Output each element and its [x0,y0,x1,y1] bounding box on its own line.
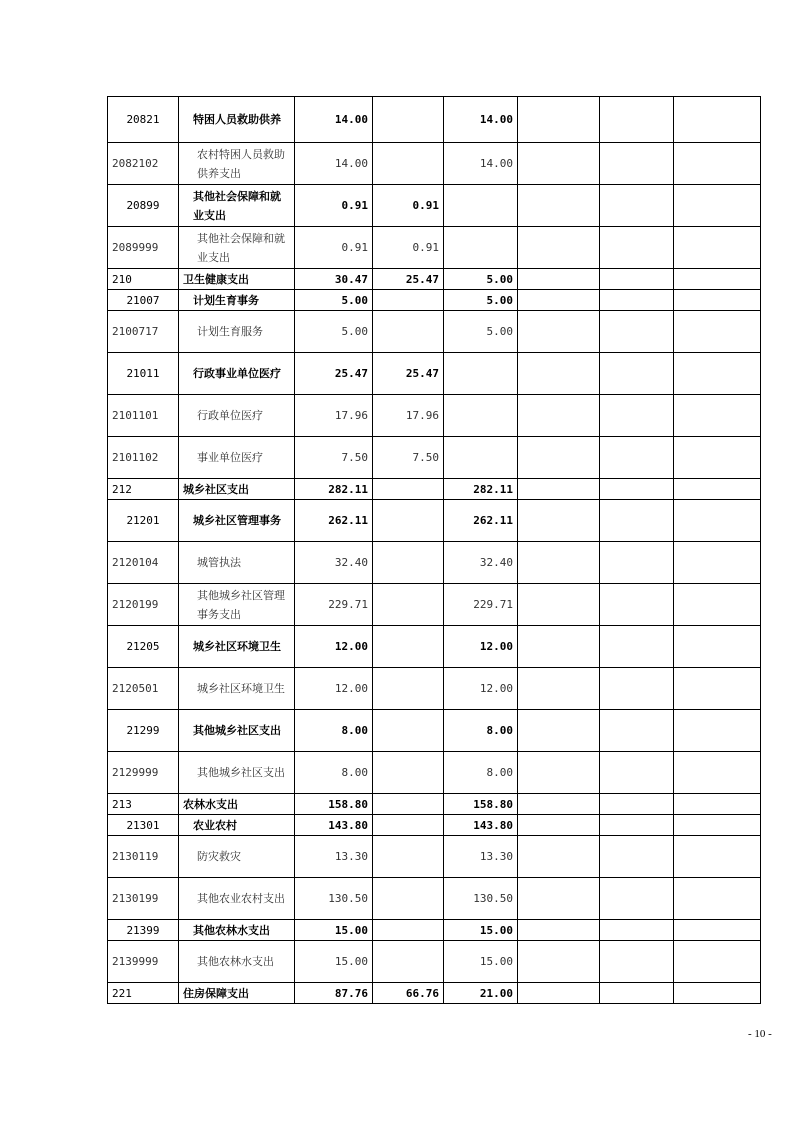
row-name: 其他农林水支出 [179,920,295,941]
row-code: 221 [108,983,179,1004]
row-basic-expenditure: 25.47 [373,269,444,290]
row-name: 城乡社区环境卫生 [179,668,295,710]
row-empty-cell [600,185,674,227]
row-basic-expenditure [373,794,444,815]
row-basic-expenditure: 66.76 [373,983,444,1004]
row-empty-cell [600,815,674,836]
table-row [108,542,761,584]
row-basic-expenditure [373,584,444,626]
row-total: 87.76 [295,983,373,1004]
row-empty-cell [518,920,600,941]
row-empty-cell [518,311,600,353]
row-project-expenditure: 262.11 [444,500,518,542]
row-empty-cell [600,794,674,815]
row-name: 其他城乡社区管理事务支出 [179,584,295,626]
row-code: 2129999 [108,752,179,794]
table-row [108,752,761,794]
row-total: 25.47 [295,353,373,395]
row-basic-expenditure [373,500,444,542]
table-row [108,269,761,290]
row-name: 城管执法 [179,542,295,584]
row-empty-cell [600,227,674,269]
row-empty-cell [674,185,761,227]
row-empty-cell [518,941,600,983]
row-empty-cell [674,815,761,836]
row-total: 14.00 [295,143,373,185]
table-row [108,941,761,983]
table-row [108,920,761,941]
row-empty-cell [518,626,600,668]
row-basic-expenditure [373,752,444,794]
row-code: 210 [108,269,179,290]
row-empty-cell [600,752,674,794]
row-code: 2120199 [108,584,179,626]
row-empty-cell [600,920,674,941]
row-name: 城乡社区支出 [179,479,295,500]
row-empty-cell [674,584,761,626]
table-row [108,794,761,815]
row-empty-cell [674,920,761,941]
row-empty-cell [600,97,674,143]
row-empty-cell [518,395,600,437]
page-number: - 10 - [748,1028,772,1040]
row-name: 农林水支出 [179,794,295,815]
row-empty-cell [674,500,761,542]
row-total: 14.00 [295,97,373,143]
row-empty-cell [674,878,761,920]
row-empty-cell [674,668,761,710]
row-name: 住房保障支出 [179,983,295,1004]
row-total: 32.40 [295,542,373,584]
row-project-expenditure: 229.71 [444,584,518,626]
row-empty-cell [674,836,761,878]
row-name: 城乡社区管理事务 [179,500,295,542]
row-name: 计划生育服务 [179,311,295,353]
row-total: 5.00 [295,311,373,353]
row-name: 事业单位医疗 [179,437,295,479]
row-basic-expenditure [373,668,444,710]
row-empty-cell [600,710,674,752]
row-empty-cell [600,311,674,353]
row-empty-cell [674,353,761,395]
row-total: 13.30 [295,836,373,878]
row-code: 21011 [108,353,179,395]
row-empty-cell [600,983,674,1004]
row-empty-cell [518,353,600,395]
table-row [108,185,761,227]
row-project-expenditure: 32.40 [444,542,518,584]
row-basic-expenditure: 7.50 [373,437,444,479]
row-total: 30.47 [295,269,373,290]
row-basic-expenditure [373,97,444,143]
table-row [108,878,761,920]
row-empty-cell [674,143,761,185]
row-basic-expenditure [373,815,444,836]
row-name: 农村特困人员救助供养支出 [179,143,295,185]
row-total: 143.80 [295,815,373,836]
row-empty-cell [674,479,761,500]
row-total: 5.00 [295,290,373,311]
row-empty-cell [600,269,674,290]
row-empty-cell [600,542,674,584]
row-empty-cell [518,836,600,878]
row-total: 15.00 [295,941,373,983]
row-empty-cell [518,878,600,920]
table-row [108,500,761,542]
row-project-expenditure [444,395,518,437]
row-code: 2130199 [108,878,179,920]
row-basic-expenditure [373,710,444,752]
row-project-expenditure: 8.00 [444,752,518,794]
row-empty-cell [518,97,600,143]
row-empty-cell [600,878,674,920]
row-empty-cell [674,269,761,290]
row-total: 0.91 [295,227,373,269]
row-name: 防灾救灾 [179,836,295,878]
row-code: 21299 [108,710,179,752]
row-code: 2130119 [108,836,179,878]
row-empty-cell [600,143,674,185]
row-project-expenditure: 14.00 [444,97,518,143]
row-project-expenditure [444,227,518,269]
table-row [108,227,761,269]
row-basic-expenditure [373,143,444,185]
table-row [108,395,761,437]
row-empty-cell [674,437,761,479]
row-total: 8.00 [295,710,373,752]
row-total: 7.50 [295,437,373,479]
row-name: 其他农业农村支出 [179,878,295,920]
row-basic-expenditure: 0.91 [373,227,444,269]
row-name: 其他城乡社区支出 [179,752,295,794]
row-total: 15.00 [295,920,373,941]
table-row [108,143,761,185]
row-empty-cell [674,395,761,437]
row-empty-cell [674,983,761,1004]
row-total: 17.96 [295,395,373,437]
row-name: 其他社会保障和就业支出 [179,227,295,269]
row-empty-cell [674,710,761,752]
row-empty-cell [674,227,761,269]
row-basic-expenditure [373,941,444,983]
row-empty-cell [600,626,674,668]
table-row [108,815,761,836]
row-empty-cell [600,437,674,479]
row-basic-expenditure [373,626,444,668]
row-basic-expenditure [373,836,444,878]
row-empty-cell [600,941,674,983]
row-basic-expenditure [373,479,444,500]
row-empty-cell [518,227,600,269]
row-total: 229.71 [295,584,373,626]
row-project-expenditure [444,353,518,395]
row-project-expenditure: 8.00 [444,710,518,752]
row-basic-expenditure: 25.47 [373,353,444,395]
row-name: 计划生育事务 [179,290,295,311]
row-empty-cell [518,500,600,542]
row-empty-cell [674,941,761,983]
row-empty-cell [518,185,600,227]
row-project-expenditure: 5.00 [444,311,518,353]
row-empty-cell [674,542,761,584]
row-name: 特困人员救助供养 [179,97,295,143]
budget-table [107,96,761,1004]
row-basic-expenditure [373,878,444,920]
row-empty-cell [600,836,674,878]
row-basic-expenditure [373,311,444,353]
row-code: 2139999 [108,941,179,983]
row-name: 其他社会保障和就业支出 [179,185,295,227]
table-row [108,983,761,1004]
row-code: 21201 [108,500,179,542]
row-empty-cell [518,542,600,584]
row-name: 其他城乡社区支出 [179,710,295,752]
row-project-expenditure [444,185,518,227]
row-total: 0.91 [295,185,373,227]
table-row [108,626,761,668]
table-row [108,584,761,626]
row-code: 2120501 [108,668,179,710]
row-project-expenditure: 15.00 [444,941,518,983]
row-project-expenditure: 130.50 [444,878,518,920]
row-empty-cell [674,97,761,143]
row-name: 其他农林水支出 [179,941,295,983]
row-code: 2120104 [108,542,179,584]
row-empty-cell [518,794,600,815]
row-empty-cell [600,395,674,437]
row-code: 21301 [108,815,179,836]
row-basic-expenditure: 0.91 [373,185,444,227]
row-name: 卫生健康支出 [179,269,295,290]
row-empty-cell [518,269,600,290]
row-empty-cell [600,353,674,395]
table-row [108,290,761,311]
row-code: 20899 [108,185,179,227]
row-project-expenditure: 5.00 [444,290,518,311]
row-code: 2082102 [108,143,179,185]
row-basic-expenditure [373,920,444,941]
row-project-expenditure: 13.30 [444,836,518,878]
row-total: 12.00 [295,626,373,668]
row-code: 2089999 [108,227,179,269]
row-name: 农业农村 [179,815,295,836]
row-empty-cell [518,668,600,710]
row-code: 21399 [108,920,179,941]
table-row [108,836,761,878]
row-project-expenditure: 15.00 [444,920,518,941]
row-empty-cell [518,437,600,479]
row-empty-cell [674,752,761,794]
row-project-expenditure: 14.00 [444,143,518,185]
row-name: 行政事业单位医疗 [179,353,295,395]
row-total: 8.00 [295,752,373,794]
table-body [108,97,761,1004]
row-total: 158.80 [295,794,373,815]
row-empty-cell [600,584,674,626]
row-empty-cell [674,794,761,815]
row-project-expenditure [444,437,518,479]
row-empty-cell [674,311,761,353]
row-total: 12.00 [295,668,373,710]
row-empty-cell [518,752,600,794]
table-row [108,437,761,479]
row-code: 2101102 [108,437,179,479]
row-empty-cell [518,710,600,752]
row-basic-expenditure [373,290,444,311]
row-code: 21205 [108,626,179,668]
row-project-expenditure: 143.80 [444,815,518,836]
table-row [108,97,761,143]
row-project-expenditure: 12.00 [444,626,518,668]
row-project-expenditure: 158.80 [444,794,518,815]
row-code: 20821 [108,97,179,143]
row-total: 262.11 [295,500,373,542]
table-row [108,479,761,500]
row-project-expenditure: 5.00 [444,269,518,290]
row-code: 2101101 [108,395,179,437]
table-row [108,668,761,710]
row-empty-cell [600,668,674,710]
row-total: 282.11 [295,479,373,500]
row-empty-cell [674,290,761,311]
row-project-expenditure: 282.11 [444,479,518,500]
row-empty-cell [518,983,600,1004]
table-row [108,353,761,395]
row-total: 130.50 [295,878,373,920]
row-code: 212 [108,479,179,500]
row-empty-cell [674,626,761,668]
row-code: 2100717 [108,311,179,353]
table-row [108,710,761,752]
row-empty-cell [518,290,600,311]
row-empty-cell [600,500,674,542]
row-name: 城乡社区环境卫生 [179,626,295,668]
row-name: 行政单位医疗 [179,395,295,437]
row-empty-cell [518,479,600,500]
row-project-expenditure: 21.00 [444,983,518,1004]
row-empty-cell [518,143,600,185]
table-row [108,311,761,353]
row-empty-cell [600,290,674,311]
row-empty-cell [518,584,600,626]
row-empty-cell [600,479,674,500]
row-basic-expenditure: 17.96 [373,395,444,437]
row-empty-cell [518,815,600,836]
row-code: 21007 [108,290,179,311]
row-basic-expenditure [373,542,444,584]
row-code: 213 [108,794,179,815]
row-project-expenditure: 12.00 [444,668,518,710]
